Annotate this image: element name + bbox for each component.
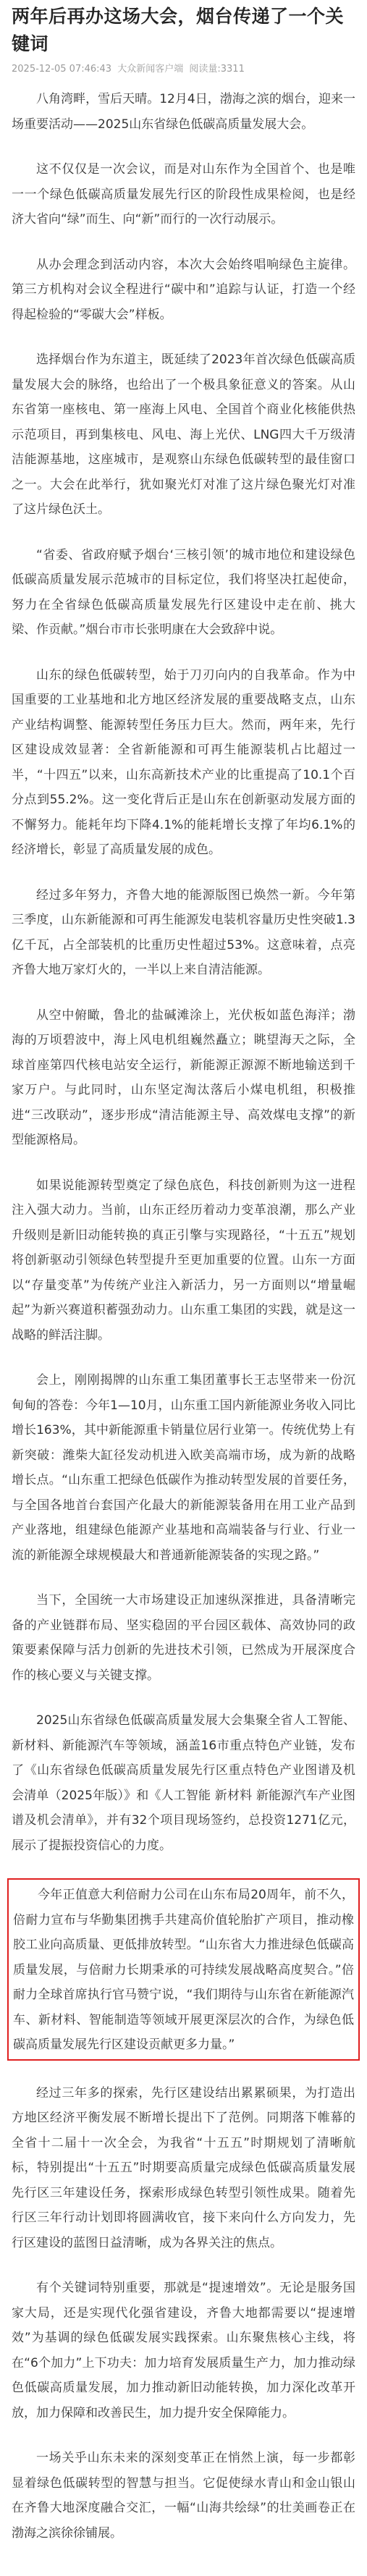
- paragraph: 这不仅仅是一次会议，而是对山东作为全国首个、也是唯一一个绿色低碳高质量发展先行区的阶段性成果检阅，也是经济大省向“绿”而生、向“新”而行的一次行动展示。: [12, 162, 355, 227]
- paragraph: 山东的绿色低碳转型，始于刀刃向内的自我革命。作为中国重要的工业基地和北方地区经济发展的重要战略支点，山东产业结构调整、能源转型任务压力巨大。然而，两年来，先行区建设成效显著：全省新能源和可再生能源装机占比超过一半，“十四五”以来，山东高新技术产业的比重提高了10.1个百分点到55.2%。这一变化背后正是山东在创新驱动发展方面的不懈努力。能耗年均下降4.1%的能耗增长支撑了年均6.1%的经济增长，彰显了高质量发展的成色。: [12, 667, 355, 857]
- paragraph: 会上，刚刚揭牌的山东重工集团董事长王志坚带来一份沉甸甸的答卷：今年1—10月，山东重工国内新能源业务收入同比增长163%，其中新能源重卡销量位居行业第一。传统优势上有新突破：潍柴大缸径发动机进入欧美高端市场，成为新的战略增长点。“山东重工把绿色低碳作为推动转型发展的首要任务，与全国各地首台套国产化最大的新能源装备用在用工业产品到产业落地，组建绿色能源产业基地和高端装备与行业、行业一流的新能源全球规模最大和普通新能源装备的实现之路。”: [12, 1373, 355, 1563]
- article-meta: [12, 62, 355, 77]
- highlighted-paragraph-box: [7, 1878, 360, 2061]
- paragraph: 如果说能源转型奠定了绿色底色，科技创新则为这一进程注入强大动力。当前，山东正经历着动力变革浪潮，那么产业升级则是新旧动能转换的真正引擎与实现路径，“十五五”规划将创新驱动引领绿色转型提升至更加重要的位置。山东一方面以“存量变革”为传统产业注入新活力，另一方面则以“增量崛起”为新兴赛道积蓄强劲动力。山东重工集团的实践，就是这一战略的鲜活注脚。: [12, 1178, 355, 1343]
- paragraph: 一场关乎山东未来的深刻变革正在悄然上演，每一步都彰显着绿色低碳转型的智慧与担当。它促使绿水青山和金山银山在齐鲁大地深度融合交汇，一幅“山海共绘绿”的壮美画卷正在渤海之滨徐徐铺展。: [12, 2451, 355, 2541]
- source-link[interactable]: 大众新闻客户端: [117, 64, 184, 75]
- article: [0, 3, 367, 2546]
- publish-date: 2025-12-05 07:46:43: [12, 64, 112, 75]
- paragraph: 2025山东省绿色低碳高质量发展大会集聚全省人工智能、新材料、新能源汽车等领域，涵盖16市重点特色产业链，发布了《山东省绿色低碳高质量发展先行区重点特色产业图谱及机会清单（2025年版）》和《人工智能 新材料 新能源汽车产业图谱及机会清单》，并有32个项目现场签约，总投资1271亿元，展示了提振投资信心的力度。: [12, 1713, 355, 1853]
- paragraph: 从办会理念到活动内容，本次大会始终唱响绿色主旋律。第三方机构对会议全程进行“碳中和”追踪与认证，打造一个经得起检验的“零碳大会”样板。: [12, 257, 355, 322]
- paragraph: 经过多年努力，齐鲁大地的能源版图已焕然一新。今年第三季度，山东新能源和可再生能源发电装机容量历史性突破1.3亿千瓦，占全部装机的比重历史性超过53%。这意味着，点亮齐鲁大地万家灯火的，一半以上来自清洁能源。: [12, 887, 355, 977]
- highlighted-paragraph: 今年正值意大利倍耐力公司在山东布局20周年，前不久，倍耐力宣布与华勤集团携手共建高价值轮胎扩产项目，推动橡胶工业向高质量、更低排放转型。“山东省大力推进绿色低碳高质量发展，与倍耐力长期秉承的可持续发展战略高度契合。”倍耐力全球首席执行官马赞宁说，“我们期待与山东省在新能源汽车、新材料、智能制造等领域开展更深层次的合作，为绿色低碳高质量发展先行区建设贡献更多力量。”: [13, 1888, 354, 2052]
- view-count: 阅读量:3311: [189, 64, 245, 75]
- paragraph: 有个关键词特别重要，那就是“提速增效”。无论是服务国家大局，还是实现代化强省建设，齐鲁大地都需要以“提速增效”为基调的绿色低碳发展实践探索。山东聚焦核心主线，将在“6个加力”上下功夫：加力培育发展质量生产力，加力推动绿色低碳高质量发展，加力推动新旧动能转换，加力深化改革开放，加力保障和改善民生，加力提升安全保障能力。: [12, 2281, 355, 2420]
- paragraph: 经过三年多的探索，先行区建设结出累累硕果，为打造出方地区经济平衡发展不断增长提出下了范例。同期落下帷幕的全省十二届十一次全会，为我省“十五五”时期规划了清晰航标，特别提出“十五五”时期要高质量完成绿色低碳高质量发展先行区三年建设任务，探索形成绿色转型引领性成果。随着先行区三年行动计划即将圆满收官，接下来向什么方向发力，先行区建设的蓝图日益清晰，成为各界关注的焦点。: [12, 2085, 355, 2250]
- paragraph: 当下，全国统一大市场建设正加速纵深推进，具备清晰完备的产业链群布局、坚实稳固的平台园区载体、高效协同的政策要素保障与活力创新的先进技术引领，已然成为开展深度合作的核心要义与关键支撑。: [12, 1593, 355, 1683]
- paragraph: 八角湾畔，雪后天晴。12月4日，渤海之滨的烟台，迎来一场重要活动——2025山东省绿色低碳高质量发展大会。: [12, 92, 355, 132]
- paragraph: 从空中俯瞰，鲁北的盐碱滩涂上，光伏板如蓝色海洋；渤海的万顷碧波中，海上风电机组巍然矗立；眺望海天之际，全球首座第四代核电站安全运行，新能源正源源不断地输送到千家万户。与此同时，山东坚定淘汰落后小煤电机组，积极推进“三改联动”，逐步形成“清洁能源主导、高效煤电支撑”的新型能源格局。: [12, 1008, 355, 1147]
- paragraph: “省委、省政府赋予烟台‘三核引领’的城市地位和建设绿色低碳高质量发展示范城市的目标定位，我们将坚决扛起使命，努力在全省绿色低碳高质量发展先行区建设中走在前、挑大梁、作贡献。”烟台市市长张明康在大会致辞中说。: [12, 547, 355, 637]
- article-title: 两年后再办这场大会，烟台传递了一个关键词: [12, 6, 345, 54]
- paragraph: 选择烟台作为东道主，既延续了2023年首次绿色低碳高质量发展大会的脉络，也给出了一个极具象征意义的答案。从山东省第一座核电、第一座海上风电、全国首个商业化核能供热示范项目，再到集核电、风电、海上光伏、LNG四大千万级清洁能源基地，这座城市，是观察山东绿色低碳转型的最佳窗口之一。大会在此举行，犹如聚光灯对准了这片绿色聚光灯对准了这片绿色沃土。: [12, 352, 355, 517]
